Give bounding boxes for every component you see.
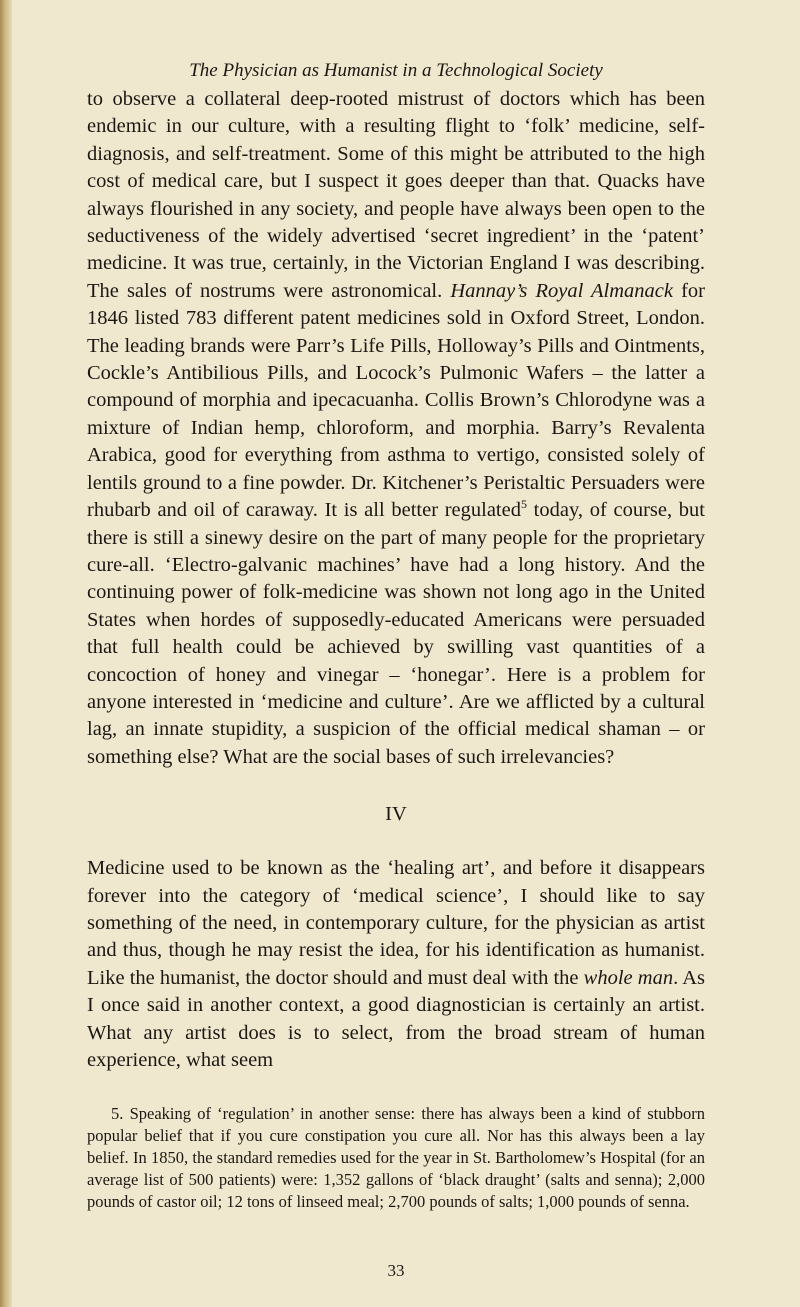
page-binding-edge	[0, 0, 12, 1307]
running-head: The Physician as Humanist in a Technological Society	[189, 60, 603, 81]
paragraph-1-text-1: to observe a collateral deep-rooted mistrust of doctors which has been endemic in our culture, with a resulting flight to ‘folk’ medicine, self-diagnosis, and self-treatment. Some of this might be attributed to the high cost of medical care, but I suspect it goes deeper than that. Quacks have always flourished in any society, and people have always been open to the seductiveness of the widely advertised ‘secret ingredient’ in the ‘patent’ medicine. It was true, certainly, in the Victorian England I was describing. The sales of nostrums were astronomical.	[87, 88, 705, 302]
book-page	[87, 58, 705, 1282]
paragraph-2-text-2: . As I once said in another context, a good diagnostician is certainly an artist. What any artist does is to select, from the broad stream of human experience, what seem	[87, 966, 705, 1071]
almanack-title: Hannay’s Royal Almanack	[450, 279, 674, 302]
footnote: 5. Speaking of ‘regulation’ in another sense: there has always been a kind of stubborn popular belief that if you cure constipation you cure all. Nor has this always been a lay belief. In 1850, the standard remedies used for the year in St. Bartholomew’s Hospital (for an average list of 500 patients) were: 1,352 gallons of ‘black draught’ (salts and senna); 2,000 pounds of castor oil; 12 tons of linseed meal; 2,700 pounds of salts; 1,000 pounds of senna.	[87, 1104, 705, 1212]
paragraph-1-text-2: for 1846 listed 783 different patent medicines sold in Oxford Street, London. The leading brands were Parr’s Life Pills, Holloway’s Pills and Ointments, Cockle’s Antibilious Pills, and Locock’s Pulmonic Wafers – the latter a compound of morphia and ipecacuanha. Collis Brown’s Chlorodyne was a mixture of Indian hemp, chloroform, and morphia. Barry’s Revalenta Arabica, good for everything from asthma to vertigo, consisted solely of lentils ground to a fine powder. Dr. Kitchener’s Peristaltic Persuaders were rhubarb and oil of caraway. It is all better regulated	[87, 279, 706, 522]
footnote-reference: 5	[520, 497, 527, 512]
page-number: 33	[387, 1261, 405, 1281]
body-paragraph-2	[87, 855, 705, 1074]
body-paragraph-1	[87, 86, 705, 771]
paragraph-2-text-1: Medicine used to be known as the ‘healing art’, and before it disappears forever into the category of ‘medical science’, I should like to say something of the need, in contemporary culture, for the physician as artist and thus, though he may resist the idea, for his identification as humanist. Like the humanist, the doctor should and must deal with the	[87, 857, 705, 989]
paragraph-1-text-3: today, of course, but there is still a sinewy desire on the part of many people for the proprietary cure-all. ‘Electro-galvanic machines’ have had a long history. And the continuing power of folk-medicine was shown not long ago in the United States when hordes of supposedly-educated Americans were persuaded that full health could be achieved by swilling vast quantities of a concoction of honey and vinegar – ‘honegar’. Here is a problem for anyone interested in ‘medicine and culture’. Are we afflicted by a cultural lag, an innate stupidity, a suspicion of the official medical shaman – or something else? What are the social bases of such irrelevancies?	[87, 499, 705, 768]
whole-man-phrase: whole man	[583, 966, 674, 989]
section-number: IV	[385, 803, 407, 826]
